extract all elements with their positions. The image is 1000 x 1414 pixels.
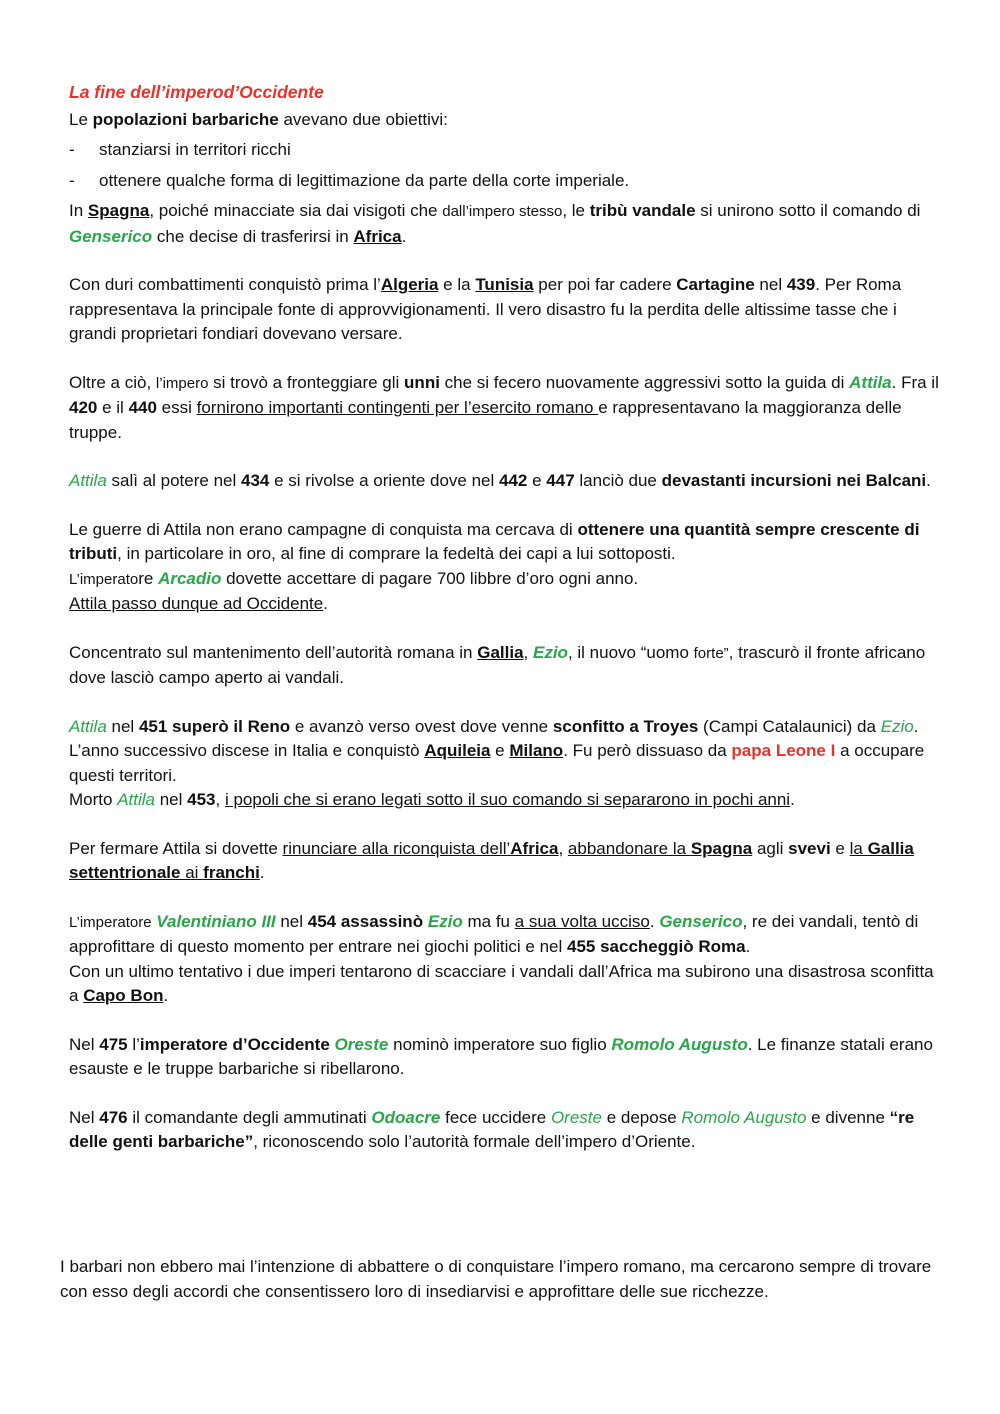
paragraph-capo-bon: Con un ultimo tentativo i due imperi tentarono di scacciare i vandali dall’Africa ma subirono una disastrosa sconfitta a Capo Bon. (69, 961, 934, 1005)
paragraph-rinunce: Per fermare Attila si dovette rinunciare alla riconquista dell’Africa, abbandonare la Spagna agli svevi e la Gallia settentrionale ai franchi. (69, 838, 914, 882)
paragraph-odoacre: Nel 476 il comandante degli ammutinati Odoacre fece uccidere Oreste e depose Romolo Augusto e divenne “re delle genti barbariche”, riconoscendo solo l’autorità formale dell’impero d’Oriente. (69, 1107, 915, 1151)
paragraph-gallia: Concentrato sul mantenimento dell’autorità romana in Gallia, Ezio, il nuovo “uomo forte”, trascurò il fronte africano dove lasciò campo aperto ai vandali. (69, 642, 926, 687)
list-item: - ottenere qualche forma di legittimazione da parte della corte imperiale. (69, 170, 630, 190)
paragraph-aquileia: L’anno successivo discese in Italia e conquistò Aquileia e Milano. Fu però dissuaso da papa Leone I a occupare questi territori. (69, 741, 925, 785)
paragraph-oreste: Nel 475 l’imperatore d’Occidente Oreste nominò imperatore suo figlio Romolo Augusto. Le finanze statali erano esauste e le truppe barbariche si ribellarono. (69, 1034, 933, 1078)
paragraph-occidente: Attila passo dunque ad Occidente. (69, 594, 328, 613)
paragraph-balcani: Attila salì al potere nel 434 e si rivolse a oriente dove nel 442 e 447 lanciò due devastanti incursioni nei Balcani. (69, 471, 931, 490)
paragraph-arcadio: L’imperatore Arcadio dovette accettare di pagare 700 libbre d’oro ogni anno. (69, 568, 639, 588)
paragraph-cartagine: Con duri combattimenti conquistò prima l’Algeria e la Tunisia per poi far cadere Cartagine nel 439. Per Roma rappresentava la principale fonte di approvvigionamenti. Il vero disastro fu la perdita delle altissime tasse che i grandi proprietari fondiari dovevano versare. (69, 275, 902, 343)
paragraph-reno: Attila nel 451 superò il Reno e avanzò verso ovest dove venne sconfitto a Troyes (Campi Catalaunici) da Ezio. (69, 716, 919, 736)
paragraph-valentiniano: L’imperatore Valentiniano III nel 454 assassinò Ezio ma fu a sua volta ucciso. Genserico, re dei vandali, tentò di approfittare di questo momento per entrare nei giochi politici e nel 455 saccheggiò Roma. (69, 911, 919, 956)
intro-paragraph: Le popolazioni barbariche avevano due obiettivi: (69, 109, 448, 129)
paragraph-spagna: In Spagna, poiché minacciate sia dai visigoti che dall’impero stesso, le tribù vandale si unirono sotto il comando di Genserico che decise di trasferirsi in Africa. (69, 201, 921, 246)
paragraph-tributi: Le guerre di Attila non erano campagne di conquista ma cercava di ottenere una quantità sempre crescente di tributi, in particolare in oro, al fine di comprare la fedeltà dei capi a lui sottoposti. (69, 519, 920, 563)
document-body (69, 80, 939, 1155)
closing-paragraph: I barbari non ebbero mai l’intenzione di abbattere o di conquistare l’impero romano, ma cercarono sempre di trovare con esso degli accordi che consentissero loro di insediarvisi e approfittare delle sue ricchezze. (60, 1257, 932, 1301)
paragraph-morte-attila: Morto Attila nel 453, i popoli che si erano legati sotto il suo comando si separarono in pochi anni. (69, 790, 795, 809)
list-item: - stanziarsi in territori ricchi (69, 140, 291, 159)
paragraph-unni: Oltre a ciò, l’impero si trovò a fronteggiare gli unni che si fecero nuovamente aggressivi sotto la guida di Attila. Fra il 420 e il 440 essi fornirono importanti contingenti per l’esercito romano e rappresentavano la maggioranza delle truppe. (69, 372, 939, 442)
page-title: La fine dell’imperod’Occidente (69, 82, 324, 102)
